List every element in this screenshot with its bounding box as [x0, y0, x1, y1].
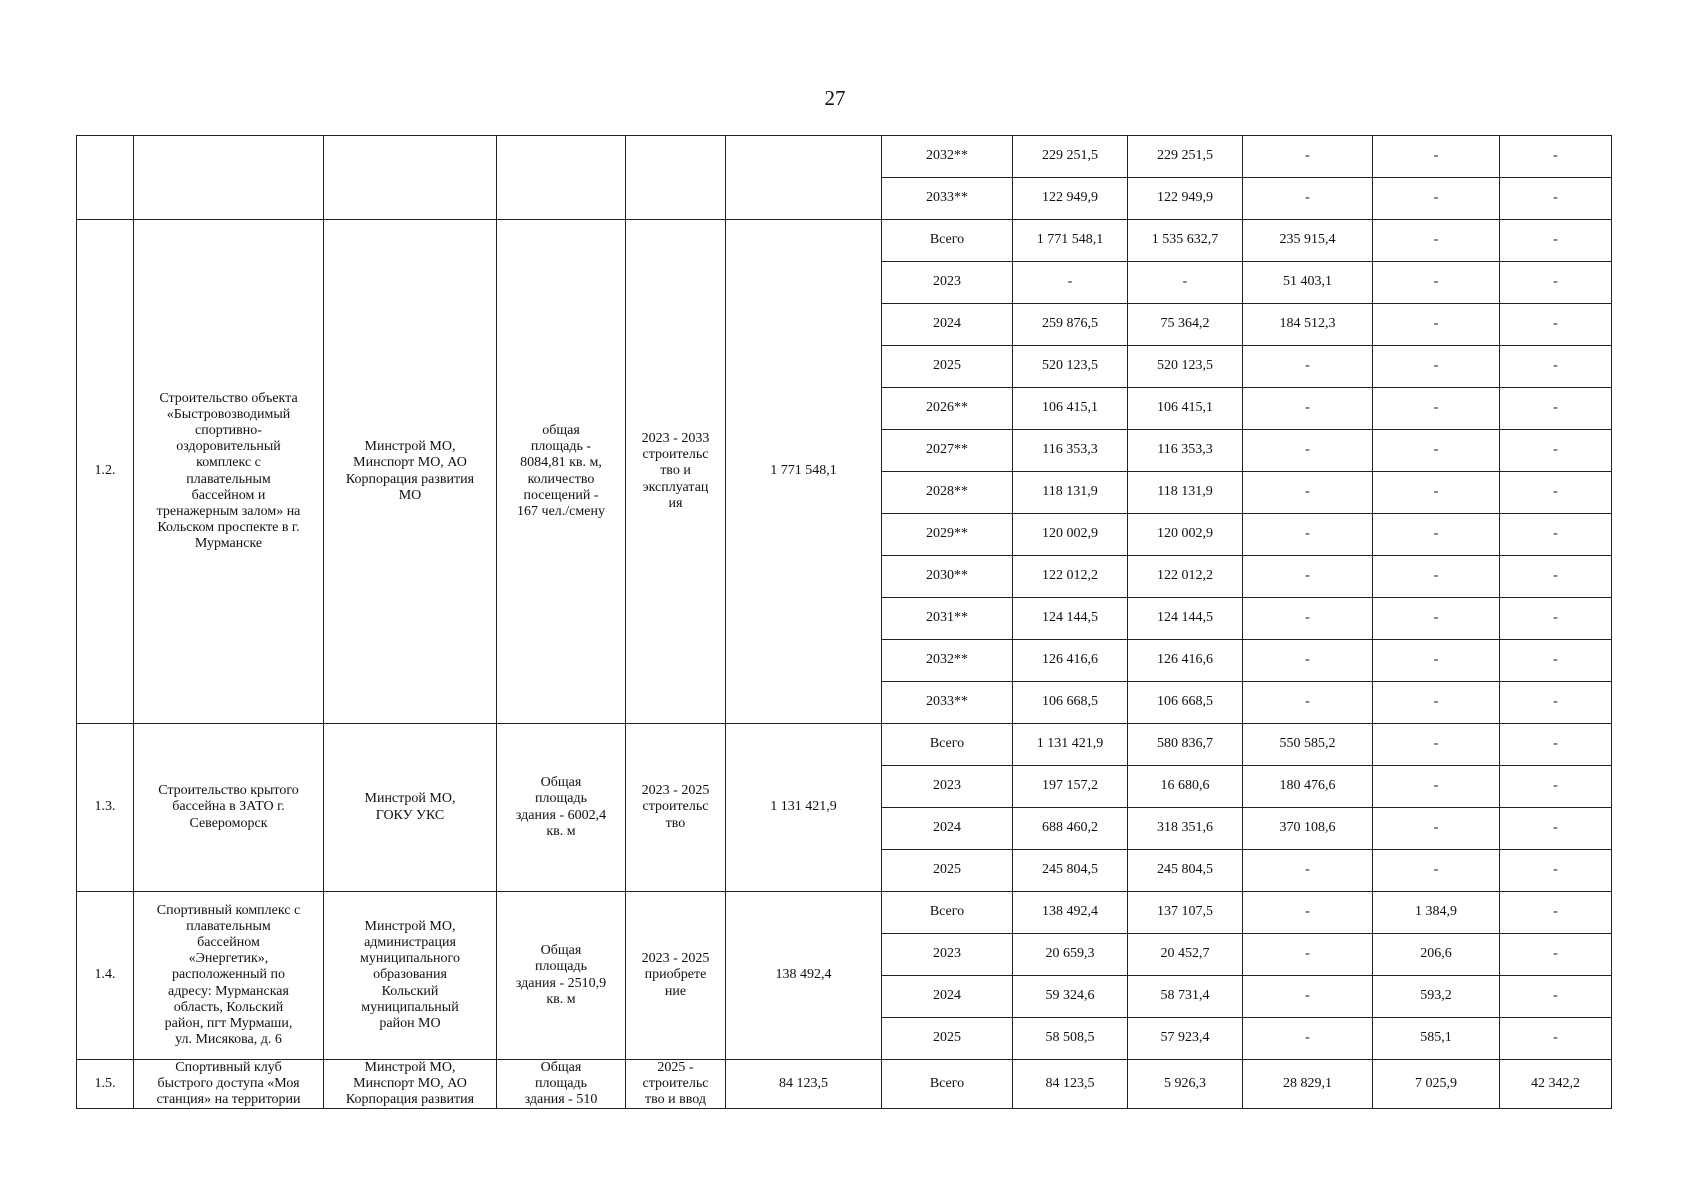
item-executor-line: МО [398, 487, 422, 503]
item-cost: 84 123,5 [726, 1060, 882, 1109]
federal-budget-cell: - [1243, 682, 1373, 724]
regional-budget-cell: 5 926,3 [1128, 1060, 1243, 1109]
federal-budget-cell: - [1243, 556, 1373, 598]
period-cell [626, 136, 726, 220]
regional-budget-cell: - [1128, 262, 1243, 304]
federal-budget-cell: 28 829,1 [1243, 1060, 1373, 1109]
total-cell: - [1013, 262, 1128, 304]
year-cell: 2033** [882, 682, 1013, 724]
item-period-line: ние [664, 983, 687, 999]
item-cost: 138 492,4 [726, 892, 882, 1060]
item-name-line: комплекс с [196, 455, 261, 471]
year-cell: 2027** [882, 430, 1013, 472]
total-cell: 259 876,5 [1013, 304, 1128, 346]
item-executor-line: Минстрой МО, [364, 791, 456, 807]
item-period-line: приобрете [644, 967, 707, 983]
total-cell: 59 324,6 [1013, 976, 1128, 1018]
item-period-line: 2023 - 2033 [641, 431, 710, 447]
total-cell: 229 251,5 [1013, 136, 1128, 178]
other-sources-cell: - [1500, 220, 1612, 262]
num-cell [77, 136, 134, 220]
regional-budget-cell: 20 452,7 [1128, 934, 1243, 976]
federal-budget-cell: 550 585,2 [1243, 724, 1373, 766]
item-period-line: 2023 - 2025 [641, 951, 710, 967]
item-executor [324, 220, 497, 724]
year-cell: 2023 [882, 934, 1013, 976]
item-period [626, 892, 726, 1060]
item-name-line: Мурманске [194, 535, 263, 551]
regional-budget-cell: 16 680,6 [1128, 766, 1243, 808]
federal-budget-cell: 184 512,3 [1243, 304, 1373, 346]
local-budget-cell: - [1373, 220, 1500, 262]
regional-budget-cell: 318 351,6 [1128, 808, 1243, 850]
regional-budget-cell: 580 836,7 [1128, 724, 1243, 766]
year-cell: Всего [882, 892, 1013, 934]
regional-budget-cell: 229 251,5 [1128, 136, 1243, 178]
item-name-line: область, Кольский [173, 999, 284, 1015]
item-capacity-line: посещений - [523, 487, 599, 503]
item-executor-line: район МО [379, 1015, 441, 1031]
item-name-line: бассейна в ЗАТО г. [172, 799, 285, 815]
table-row [77, 1060, 1612, 1109]
local-budget-cell: - [1373, 472, 1500, 514]
year-cell: 2024 [882, 976, 1013, 1018]
item-capacity-line: площадь [535, 959, 587, 975]
regional-budget-cell: 120 002,9 [1128, 514, 1243, 556]
item-capacity-line: кв. м [546, 991, 576, 1007]
total-cell: 106 668,5 [1013, 682, 1128, 724]
total-cell: 1 771 548,1 [1013, 220, 1128, 262]
total-cell: 520 123,5 [1013, 346, 1128, 388]
page-number: 27 [824, 86, 846, 110]
federal-budget-cell: - [1243, 598, 1373, 640]
item-cost: 1 771 548,1 [726, 220, 882, 724]
year-cell: 2023 [882, 766, 1013, 808]
item-period-line: 2023 - 2025 [641, 783, 710, 799]
capacity-cell [497, 136, 626, 220]
federal-budget-cell: - [1243, 136, 1373, 178]
item-capacity-line: кв. м [546, 823, 576, 839]
other-sources-cell: 42 342,2 [1500, 1060, 1612, 1109]
regional-budget-cell: 124 144,5 [1128, 598, 1243, 640]
total-cell: 20 659,3 [1013, 934, 1128, 976]
item-period-line: строительс [642, 799, 709, 815]
item-name-line: «Энергетик», [188, 951, 269, 967]
federal-budget-cell: - [1243, 178, 1373, 220]
total-cell: 124 144,5 [1013, 598, 1128, 640]
item-capacity-line: Общая [540, 1060, 582, 1075]
local-budget-cell: 7 025,9 [1373, 1060, 1500, 1109]
item-period-line: ия [668, 495, 683, 511]
item-name-line: Кольском проспекте в г. [157, 519, 300, 535]
table-row [77, 892, 1612, 934]
item-name-line: район, пгт Мурмаши, [164, 1015, 293, 1031]
item-capacity-line: 167 чел./смену [517, 503, 605, 519]
total-cell: 245 804,5 [1013, 850, 1128, 892]
local-budget-cell: - [1373, 346, 1500, 388]
item-executor-line: Корпорация развития [345, 471, 475, 487]
federal-budget-cell: - [1243, 388, 1373, 430]
federal-budget-cell: - [1243, 640, 1373, 682]
item-executor [324, 1060, 497, 1109]
other-sources-cell: - [1500, 766, 1612, 808]
other-sources-cell: - [1500, 136, 1612, 178]
year-cell: 2031** [882, 598, 1013, 640]
local-budget-cell: - [1373, 304, 1500, 346]
year-cell: 2032** [882, 640, 1013, 682]
item-number: 1.3. [77, 724, 134, 892]
item-executor-line: образования [373, 967, 447, 983]
local-budget-cell: - [1373, 556, 1500, 598]
year-cell: 2025 [882, 1018, 1013, 1060]
year-cell: 2033** [882, 178, 1013, 220]
other-sources-cell: - [1500, 514, 1612, 556]
year-cell: Всего [882, 220, 1013, 262]
year-cell: 2024 [882, 304, 1013, 346]
federal-budget-cell: - [1243, 346, 1373, 388]
item-capacity-line: здания - 6002,4 [515, 807, 607, 823]
regional-budget-cell: 1 535 632,7 [1128, 220, 1243, 262]
item-capacity-line: Общая [540, 943, 582, 959]
item-name [134, 220, 324, 724]
item-executor-line: Минспорт МО, АО [353, 1076, 467, 1092]
item-name-line: плавательным [186, 471, 271, 487]
federal-budget-cell: - [1243, 850, 1373, 892]
local-budget-cell: - [1373, 388, 1500, 430]
item-name-line: расположенный по [172, 967, 285, 983]
regional-budget-cell: 57 923,4 [1128, 1018, 1243, 1060]
federal-budget-cell: 235 915,4 [1243, 220, 1373, 262]
total-cell: 122 949,9 [1013, 178, 1128, 220]
federal-budget-cell: - [1243, 1018, 1373, 1060]
year-cell: Всего [882, 1060, 1013, 1109]
local-budget-cell: 593,2 [1373, 976, 1500, 1018]
item-executor [324, 892, 497, 1060]
other-sources-cell: - [1500, 262, 1612, 304]
regional-budget-cell: 137 107,5 [1128, 892, 1243, 934]
other-sources-cell: - [1500, 556, 1612, 598]
name-cell [134, 136, 324, 220]
regional-budget-cell: 116 353,3 [1128, 430, 1243, 472]
table-row [77, 220, 1612, 262]
item-capacity-line: площадь [535, 1076, 587, 1092]
regional-budget-cell: 122 012,2 [1128, 556, 1243, 598]
item-name-line: Североморск [189, 815, 268, 831]
other-sources-cell: - [1500, 682, 1612, 724]
federal-budget-cell: - [1243, 514, 1373, 556]
regional-budget-cell: 245 804,5 [1128, 850, 1243, 892]
other-sources-cell: - [1500, 1018, 1612, 1060]
total-cell: 122 012,2 [1013, 556, 1128, 598]
item-capacity-line: количество [527, 471, 595, 487]
federal-budget-cell: - [1243, 976, 1373, 1018]
local-budget-cell: - [1373, 430, 1500, 472]
other-sources-cell: - [1500, 850, 1612, 892]
item-name-line: спортивно- [195, 423, 262, 439]
item-name-line: оздоровительный [176, 439, 281, 455]
total-cell: 126 416,6 [1013, 640, 1128, 682]
item-name-line: бассейном [197, 935, 260, 951]
item-name [134, 724, 324, 892]
local-budget-cell: - [1373, 640, 1500, 682]
regional-budget-cell: 118 131,9 [1128, 472, 1243, 514]
item-name-line: плавательным [186, 919, 271, 935]
local-budget-cell: - [1373, 598, 1500, 640]
year-cell: 2028** [882, 472, 1013, 514]
regional-budget-cell: 106 415,1 [1128, 388, 1243, 430]
item-name-line: Строительство объекта [159, 391, 298, 407]
federal-budget-cell: - [1243, 934, 1373, 976]
local-budget-cell: - [1373, 808, 1500, 850]
other-sources-cell: - [1500, 472, 1612, 514]
item-name-line: станция» на территории [156, 1092, 301, 1108]
item-period [626, 220, 726, 724]
item-capacity-line: общая [542, 423, 580, 439]
local-budget-cell: - [1373, 682, 1500, 724]
item-capacity-line: здания - 2510,9 [515, 975, 607, 991]
year-cell: 2032** [882, 136, 1013, 178]
other-sources-cell: - [1500, 178, 1612, 220]
item-number: 1.2. [77, 220, 134, 724]
other-sources-cell: - [1500, 346, 1612, 388]
other-sources-cell: - [1500, 892, 1612, 934]
regional-budget-cell: 58 731,4 [1128, 976, 1243, 1018]
item-name-line: бассейном и [191, 487, 266, 503]
item-name-line: ул. Мисякова, д. 6 [175, 1031, 282, 1047]
regional-budget-cell: 75 364,2 [1128, 304, 1243, 346]
item-name-line: тренажерным залом» на [156, 503, 301, 519]
item-period-line: тво и ввод [645, 1092, 706, 1108]
item-executor-line: администрация [364, 935, 456, 951]
total-cell: 120 002,9 [1013, 514, 1128, 556]
item-period-line: тво [665, 815, 686, 831]
year-cell: 2026** [882, 388, 1013, 430]
total-cell: 58 508,5 [1013, 1018, 1128, 1060]
item-capacity [497, 724, 626, 892]
item-executor-line: Минстрой МО, [364, 439, 456, 455]
other-sources-cell: - [1500, 934, 1612, 976]
item-capacity [497, 1060, 626, 1109]
item-name-line: Спортивный комплекс с [156, 903, 301, 919]
item-number: 1.4. [77, 892, 134, 1060]
item-name [134, 892, 324, 1060]
item-name [134, 1060, 324, 1109]
item-executor-line: Кольский [381, 983, 439, 999]
table-row [77, 724, 1612, 766]
item-capacity [497, 220, 626, 724]
item-name-line: адресу: Мурманская [168, 983, 289, 999]
item-executor-line: ГОКУ УКС [375, 807, 445, 823]
local-budget-cell: 206,6 [1373, 934, 1500, 976]
financing-table [76, 135, 1612, 1109]
federal-budget-cell: 180 476,6 [1243, 766, 1373, 808]
local-budget-cell: - [1373, 262, 1500, 304]
item-capacity-line: площадь - [530, 439, 592, 455]
local-budget-cell: 585,1 [1373, 1018, 1500, 1060]
local-budget-cell: 1 384,9 [1373, 892, 1500, 934]
item-period-line: эксплуатац [642, 479, 709, 495]
year-cell: 2025 [882, 346, 1013, 388]
other-sources-cell: - [1500, 598, 1612, 640]
other-sources-cell: - [1500, 976, 1612, 1018]
federal-budget-cell: 51 403,1 [1243, 262, 1373, 304]
cost-cell [726, 136, 882, 220]
item-period [626, 1060, 726, 1109]
item-period-line: 2025 - [657, 1060, 694, 1075]
year-cell: 2023 [882, 262, 1013, 304]
item-capacity-line: здания - 510 [524, 1092, 598, 1108]
total-cell: 197 157,2 [1013, 766, 1128, 808]
item-executor [324, 724, 497, 892]
item-name-line: «Быстровозводимый [166, 407, 291, 423]
other-sources-cell: - [1500, 724, 1612, 766]
item-number: 1.5. [77, 1060, 134, 1109]
local-budget-cell: - [1373, 766, 1500, 808]
item-period-line: тво и [660, 463, 691, 479]
federal-budget-cell: - [1243, 892, 1373, 934]
federal-budget-cell: 370 108,6 [1243, 808, 1373, 850]
item-period-line: строительс [642, 1076, 709, 1092]
regional-budget-cell: 520 123,5 [1128, 346, 1243, 388]
item-executor-line: муниципальный [361, 999, 459, 1015]
item-executor-line: Корпорация развития [345, 1092, 475, 1108]
regional-budget-cell: 126 416,6 [1128, 640, 1243, 682]
item-period [626, 724, 726, 892]
total-cell: 106 415,1 [1013, 388, 1128, 430]
item-period-line: строительс [642, 447, 709, 463]
total-cell: 138 492,4 [1013, 892, 1128, 934]
item-capacity-line: Общая [540, 775, 582, 791]
item-executor-line: Минстрой МО, [364, 1060, 456, 1075]
total-cell: 1 131 421,9 [1013, 724, 1128, 766]
regional-budget-cell: 122 949,9 [1128, 178, 1243, 220]
local-budget-cell: - [1373, 178, 1500, 220]
item-capacity-line: площадь [535, 791, 587, 807]
item-capacity [497, 892, 626, 1060]
year-cell: 2025 [882, 850, 1013, 892]
item-executor-line: Минстрой МО, [364, 919, 456, 935]
year-cell: 2030** [882, 556, 1013, 598]
year-cell: Всего [882, 724, 1013, 766]
regional-budget-cell: 106 668,5 [1128, 682, 1243, 724]
local-budget-cell: - [1373, 514, 1500, 556]
other-sources-cell: - [1500, 808, 1612, 850]
total-cell: 118 131,9 [1013, 472, 1128, 514]
item-name-line: Спортивный клуб [175, 1060, 282, 1075]
year-cell: 2024 [882, 808, 1013, 850]
local-budget-cell: - [1373, 850, 1500, 892]
federal-budget-cell: - [1243, 472, 1373, 514]
item-cost: 1 131 421,9 [726, 724, 882, 892]
executor-cell [324, 136, 497, 220]
item-executor-line: муниципального [360, 951, 460, 967]
item-executor-line: Минспорт МО, АО [353, 455, 467, 471]
other-sources-cell: - [1500, 388, 1612, 430]
year-cell: 2029** [882, 514, 1013, 556]
item-name-line: быстрого доступа «Моя [157, 1076, 300, 1092]
other-sources-cell: - [1500, 640, 1612, 682]
total-cell: 84 123,5 [1013, 1060, 1128, 1109]
local-budget-cell: - [1373, 724, 1500, 766]
table-row [77, 136, 1612, 178]
other-sources-cell: - [1500, 304, 1612, 346]
total-cell: 116 353,3 [1013, 430, 1128, 472]
total-cell: 688 460,2 [1013, 808, 1128, 850]
other-sources-cell: - [1500, 430, 1612, 472]
item-capacity-line: 8084,81 кв. м, [520, 455, 602, 471]
item-name-line: Строительство крытого [158, 783, 299, 799]
local-budget-cell: - [1373, 136, 1500, 178]
federal-budget-cell: - [1243, 430, 1373, 472]
